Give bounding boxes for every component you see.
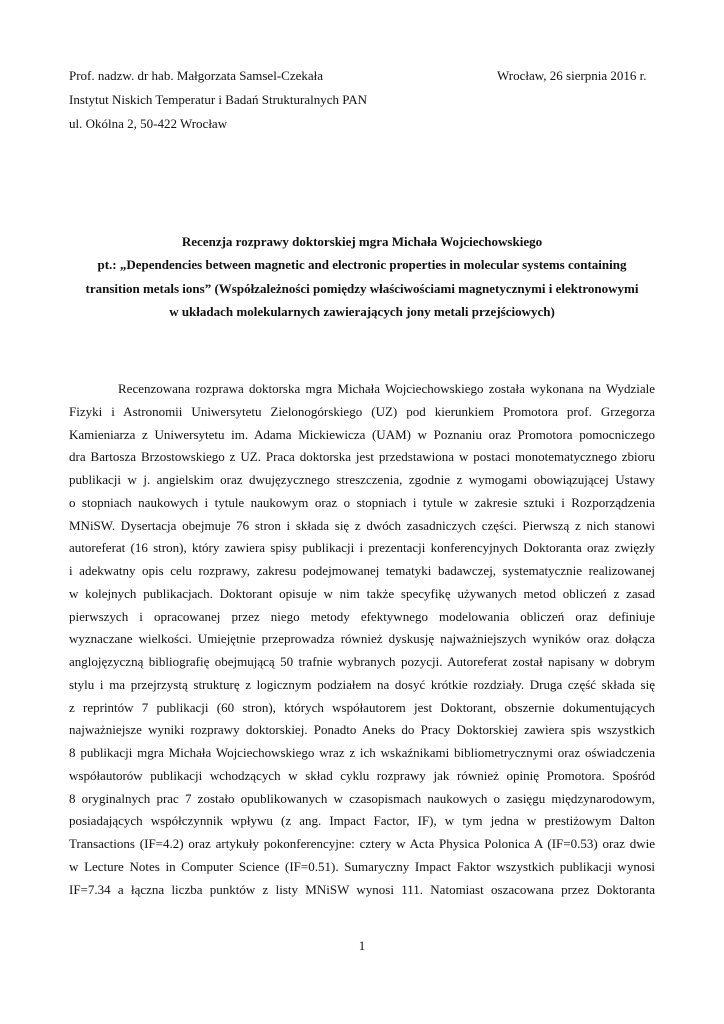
- paragraph-line: w kolejnych publikacjach. Doktorant opisuje w nim także specyfikę używanych metod obliczeń z zasad: [69, 585, 655, 601]
- paragraph-line: MNiSW. Dysertacja obejmuje 76 stron i składa się z dwóch zasadniczych części. Pierwszą z nich stanowi: [69, 517, 655, 533]
- address: ul. Okólna 2, 50-422 Wrocław: [69, 116, 228, 131]
- paragraph-line: anglojęzyczną bibliografię obejmującą 50 trafnie wybranych pozycji. Autoreferat został napisany w dobrym: [69, 654, 655, 669]
- title-line-2: pt.: „Dependencies between magnetic and electronic properties in molecular systems containing: [97, 257, 627, 273]
- paragraph-line: w Lecture Notes in Computer Science (IF=0.51). Sumaryczny Impact Faktor wszystkich publikacji wynosi: [69, 858, 655, 874]
- place-date: Wrocław, 26 sierpnia 2016 r.: [497, 68, 647, 83]
- paragraph-line: pierwszych i opracowanej przez niego metody efektywnego modelowania obliczeń oraz definiuje: [69, 608, 655, 624]
- paragraph-line: i adekwatny opis celu rozprawy, zakresu podejmowanej tematyki badawczej, systematycznie realizowanej: [69, 563, 655, 578]
- paragraph-line: 8 oryginalnych prac 7 zostało opublikowanych w czasopismach naukowych o zasięgu międzynarodowym,: [69, 790, 655, 806]
- page-number: 1: [358, 938, 366, 953]
- title-line-4: w układach molekularnych zawierających jony metali przejściowych): [169, 303, 555, 319]
- paragraph-line: współautorów publikacji wchodzących w skład cyklu rozprawy jak również opinię Promotora. Spośród: [69, 767, 655, 783]
- paragraph-line: Transactions (IF=4.2) oraz artykuły pokonferencyjne: cztery w Acta Physica Polonica A (IF=0.53) oraz dwie: [69, 836, 655, 851]
- paragraph-line: autoreferat (16 stron), który zawiera spisy publikacji i prezentacji konferencyjnych Doktoranta oraz zwięzły: [69, 540, 655, 556]
- sender-block: [69, 68, 367, 140]
- paragraph-line: najważniejsze wyniki rozprawy doktorskiej. Ponadto Aneks do Pracy Doktorskiej zawiera spis wszystkich: [69, 722, 655, 738]
- paragraph-line: z reprintów 7 publikacji (60 stron), których współautorem jest Doktorant, obszernie dokumentujących: [69, 699, 655, 715]
- title-line-1: Recenzja rozprawy doktorskiej mgra Michała Wojciechowskiego: [181, 234, 543, 249]
- institute-name: Instytut Niskich Temperatur i Badań Strukturalnych PAN: [69, 92, 368, 107]
- paragraph-line: Recenzowana rozprawa doktorska mgra Michała Wojciechowskiego została wykonana na Wydziale: [118, 381, 655, 396]
- paragraph-line: posiadających współczynnik wpływu (z ang. Impact Factor, IF), w tym jedna w prestiżowym Dalton: [69, 813, 655, 829]
- paragraph-line: IF=7.34 a łączna liczba punktów z listy MNiSW wynosi 111. Natomiast oszacowana przez Doktoranta: [69, 881, 655, 897]
- paragraph-line: dra Bartosza Brzostowskiego z UZ. Praca doktorska jest przedstawiona w postaci monotematycznego zbioru: [69, 449, 655, 465]
- paragraph-line: wyznaczane wielkości. Umiejętnie przeprowadza również dyskusję najważniejszych wyników oraz dołącza: [69, 631, 655, 647]
- review-title: [40, 230, 684, 323]
- author-name: Prof. nadzw. dr hab. Małgorzata Samsel-Czekała: [69, 68, 324, 83]
- paragraph-line: stylu i ma przejrzystą strukturę z logicznym podziałem na dosyć krótkie rozdziały. Druga część składa się: [69, 676, 655, 692]
- paragraph-line: o stopniach naukowych i tytule naukowym oraz o stopniach i tytule w zakresie sztuki i Rozporządzenia: [69, 494, 655, 510]
- paragraph-line: 8 publikacji mgra Michała Wojciechowskiego wraz z ich wskaźnikami bibliometrycznymi oraz oświadczenia: [69, 745, 655, 760]
- title-line-3: transition metals ions” (Współzależności pomiędzy właściwościami magnetycznymi i elektronowymi: [85, 280, 639, 296]
- paragraph-line: Fizyki i Astronomii Uniwersytetu Zielonogórskiego (UZ) pod kierunkiem Promotora prof. Grzegorza: [69, 403, 655, 419]
- paragraph-line: Kamieniarza z Uniwersytetu im. Adama Mickiewicza (UAM) w Poznaniu oraz Promotora pomocniczego: [69, 426, 655, 442]
- paragraph-line: publikacji w j. angielskim oraz dwujęzycznego streszczenia, zgodnie z wymogami obowiązującej Ustawy: [69, 472, 655, 487]
- review-paragraph: [69, 378, 655, 901]
